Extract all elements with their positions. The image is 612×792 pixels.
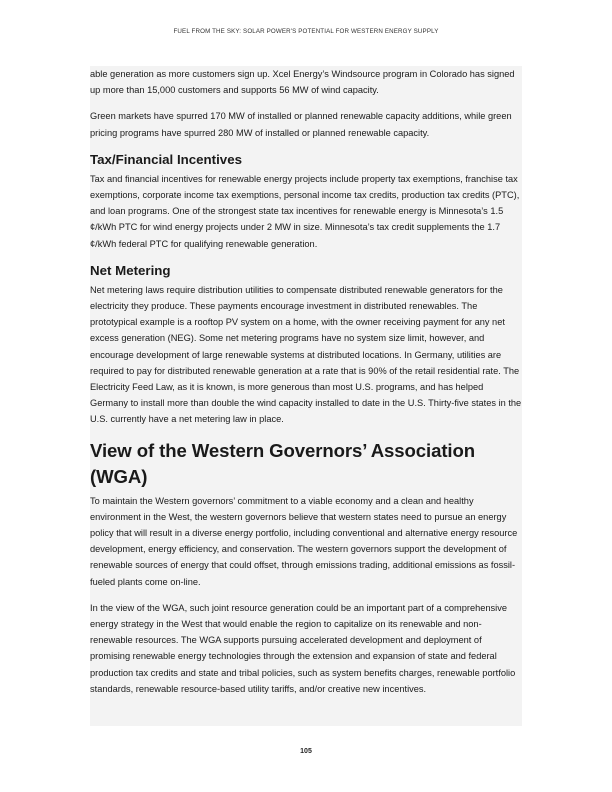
paragraph-wga-1: To maintain the Western governors’ commitment to a viable economy and a clean and healthy environment in the West, the western governors believe that western states need to pursue an energy policy that will result in a diverse energy portfolio, including conventional and alternative energy resource development, energy efficiency, and conservation. The western governors support the development of renewable sources of energy that could offset, through emissions trading, additional emissions as fossil-fueled plants come on-line. [90,495,518,587]
paragraph-wga-2: In the view of the WGA, such joint resource generation could be an important part of a comprehensive energy strategy in the West that would enable the region to capitalize on its renewable and non-renewable resources. The WGA supports pursuing accelerated development and deployment of promising renewable energy technologies through the extension and expansion of state and federal production tax credits and state and tribal policies, such as system benefits charges, renewable portfolio standards, renewable resource-based utility tariffs, and/or creative new incentives. [90,602,516,694]
paragraph-intro-2: Green markets have spurred 170 MW of installed or planned renewable capacity additions, while green pricing programs have spurred 280 MW of installed or planned renewable capacity. [90,111,512,138]
heading-net-metering: Net Metering [90,262,171,278]
running-header: FUEL FROM THE SKY: SOLAR POWER'S POTENTIAL FOR WESTERN ENERGY SUPPLY [173,28,439,35]
paragraph-net-metering: Net metering laws require distribution utilities to compensate distributed renewable generators for the electricity they produce. These payments encourage investment in distributed renewables. The prototypical example is a rooftop PV system on a home, with the owner receiving payment for any net excess generation (NEG). Some net metering programs have no system size limit, however, and encourage development of large renewable systems at distributed locations. In Germany, utilities are required to pay for distributed renewable generation at a rate that is 90% of the retail residential rate. The Electricity Feed Law, as it is known, is more generous than most U.S. programs, and has helped Germany to install more than double the wind capacity installed to date in the U.S. Thirty-five states in the U.S. currently have a net metering law in place. [90,284,522,425]
heading-wga: View of the Western Governors’ Association (WGA) [90,439,475,487]
page-number: 105 [300,748,312,755]
paragraph-intro-1: able generation as more customers sign up. Xcel Energy’s Windsource program in Colorado has signed up more than 15,000 customers and supports 56 MW of wind capacity. [90,69,515,96]
paragraph-tax: Tax and financial incentives for renewable energy projects include property tax exemptions, franchise tax exemptions, corporate income tax exemptions, personal income tax credits, production tax credits (PTC), and loan programs. One of the strongest state tax incentives for renewable energy is Minnesota’s 1.5 ¢/kWh PTC for wind energy projects under 2 MW in size. Minnesota’s tax credit supplements the 1.7 ¢/kWh federal PTC for qualifying renewable generation. [90,173,520,249]
heading-tax-financial-incentives: Tax/Financial Incentives [90,151,242,167]
body-content [90,66,522,726]
